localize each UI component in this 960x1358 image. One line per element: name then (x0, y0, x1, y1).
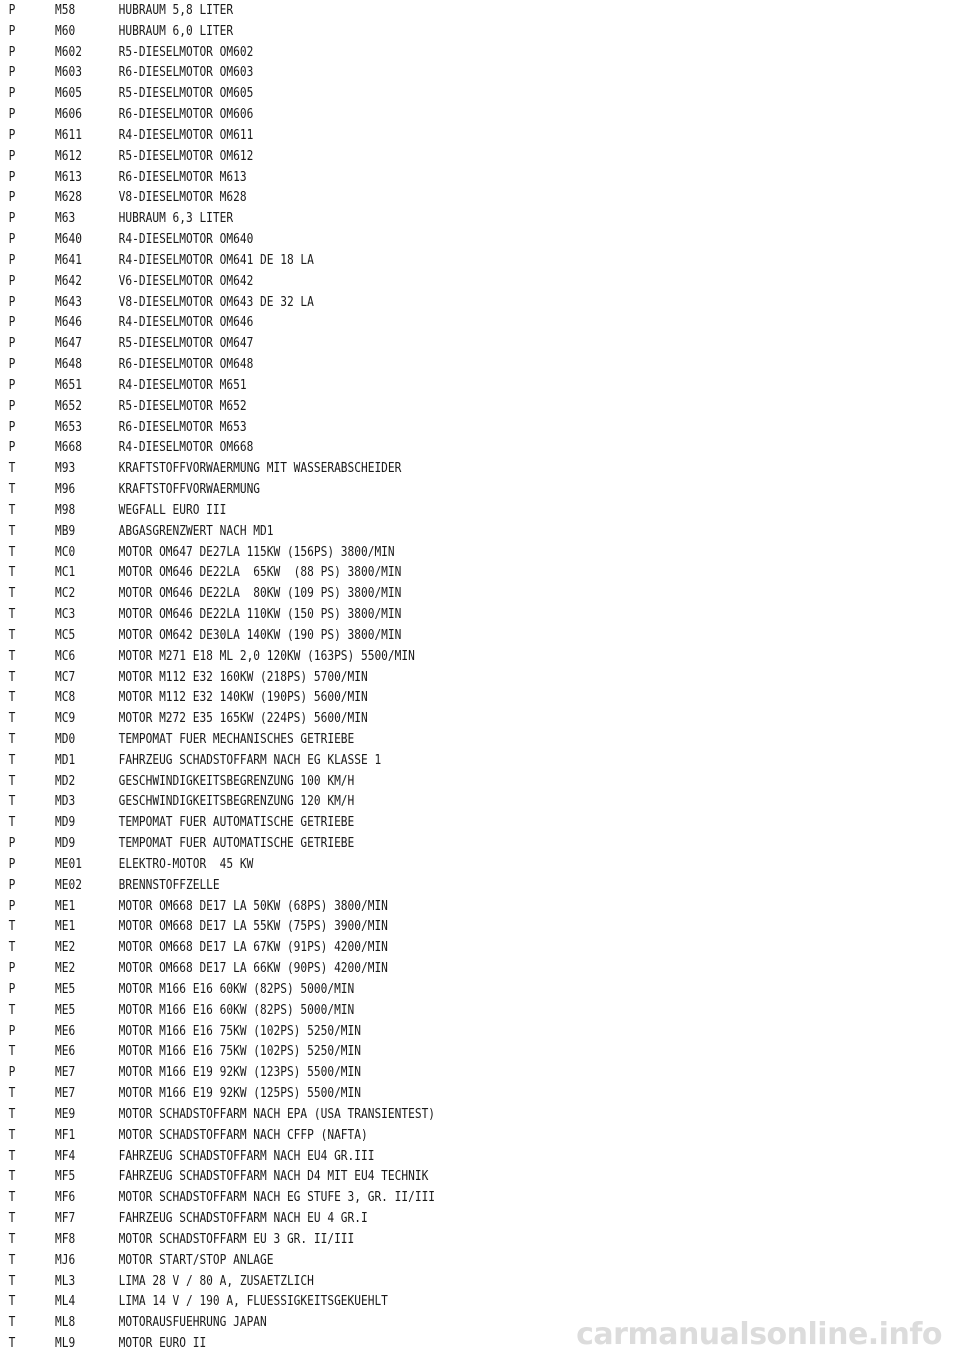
row-type: P (8, 357, 16, 373)
code-row (0, 647, 826, 668)
row-type: P (8, 232, 16, 248)
code-row (0, 855, 826, 876)
row-code: MB9 (55, 523, 76, 539)
row-description: MOTOR OM668 DE17 LA 67KW (91PS) 4200/MIN (118, 940, 388, 956)
row-type: P (8, 398, 16, 414)
row-type: P (8, 169, 16, 185)
row-code: M642 (55, 273, 82, 289)
row-code: M611 (55, 127, 82, 143)
row-code: M668 (55, 440, 82, 456)
row-code: ME1 (55, 898, 76, 914)
row-code: M96 (55, 482, 76, 498)
row-code: ME9 (55, 1106, 76, 1122)
row-type: P (8, 440, 16, 456)
row-type: T (8, 565, 16, 581)
row-code: M63 (55, 211, 76, 227)
code-row (0, 1251, 826, 1272)
code-row (0, 43, 826, 64)
row-type: P (8, 252, 16, 268)
code-row (0, 1167, 826, 1188)
code-row (0, 1209, 826, 1230)
row-type: T (8, 731, 16, 747)
code-row (0, 522, 826, 543)
row-type: T (8, 815, 16, 831)
code-row (0, 1188, 826, 1209)
row-code: MC3 (55, 607, 76, 623)
code-row (0, 272, 826, 293)
code-row (0, 293, 826, 314)
code-row (0, 84, 826, 105)
code-row (0, 1126, 826, 1147)
row-type: T (8, 1190, 16, 1206)
row-code: MD9 (55, 815, 76, 831)
row-code: ME7 (55, 1086, 76, 1102)
row-code: MF1 (55, 1127, 76, 1143)
row-code: MC8 (55, 690, 76, 706)
row-code: M651 (55, 377, 82, 393)
code-row (0, 751, 826, 772)
row-type: T (8, 607, 16, 623)
row-type: T (8, 1106, 16, 1122)
row-code: M58 (55, 3, 76, 18)
row-type: P (8, 3, 16, 18)
code-row (0, 168, 826, 189)
row-type: T (8, 711, 16, 727)
row-description: TEMPOMAT FUER MECHANISCHES GETRIEBE (118, 731, 355, 747)
row-type: T (8, 586, 16, 602)
code-row (0, 730, 826, 751)
code-row (0, 230, 826, 251)
row-description: MOTOR SCHADSTOFFARM EU 3 GR. II/III (118, 1231, 355, 1247)
row-description: LIMA 28 V / 80 A, ZUSAETZLICH (118, 1273, 314, 1289)
row-description: MOTOR OM668 DE17 LA 50KW (68PS) 3800/MIN (118, 898, 388, 914)
code-row (0, 897, 826, 918)
code-row (0, 1084, 826, 1105)
row-description: MOTOR OM646 DE22LA 80KW (109 PS) 3800/MIN (118, 586, 402, 602)
row-code: MD3 (55, 794, 76, 810)
code-row (0, 251, 826, 272)
row-type: T (8, 919, 16, 935)
code-row (0, 501, 826, 522)
row-type: P (8, 23, 16, 39)
row-description: LIMA 14 V / 190 A, FLUESSIGKEITSGEKUEHLT (118, 1294, 388, 1310)
row-description: MOTOR OM668 DE17 LA 66KW (90PS) 4200/MIN (118, 961, 388, 977)
row-type: P (8, 877, 16, 893)
row-description: R5-DIESELMOTOR OM612 (118, 148, 254, 164)
row-description: MOTOR M112 E32 140KW (190PS) 5600/MIN (118, 690, 368, 706)
row-code: M93 (55, 461, 76, 477)
row-code: M648 (55, 357, 82, 373)
row-type: P (8, 336, 16, 352)
row-description: MOTOR OM647 DE27LA 115KW (156PS) 3800/MIN (118, 544, 395, 560)
row-code: M653 (55, 419, 82, 435)
row-description: R4-DIESELMOTOR OM641 DE 18 LA (118, 252, 314, 268)
row-description: WEGFALL EURO III (118, 502, 227, 518)
row-code: M602 (55, 44, 82, 60)
row-description: MOTOR OM646 DE22LA 110KW (150 PS) 3800/MIN (118, 607, 402, 623)
row-description: R4-DIESELMOTOR OM668 (118, 440, 254, 456)
row-type: T (8, 940, 16, 956)
row-type: T (8, 461, 16, 477)
code-row (0, 605, 826, 626)
row-code: MC9 (55, 711, 76, 727)
row-type: T (8, 1148, 16, 1164)
code-row (0, 876, 826, 897)
row-code: ME5 (55, 981, 76, 997)
row-type: P (8, 1065, 16, 1081)
row-description: R5-DIESELMOTOR OM605 (118, 86, 254, 102)
row-type: P (8, 127, 16, 143)
row-code: MF8 (55, 1231, 76, 1247)
row-description: MOTOR M166 E16 60KW (82PS) 5000/MIN (118, 981, 355, 997)
code-row (0, 688, 826, 709)
row-type: T (8, 690, 16, 706)
row-type: T (8, 1169, 16, 1185)
row-description: R4-DIESELMOTOR OM611 (118, 127, 254, 143)
row-description: FAHRZEUG SCHADSTOFFARM NACH EU4 GR.III (118, 1148, 375, 1164)
row-description: R5-DIESELMOTOR OM647 (118, 336, 254, 352)
row-code: ME5 (55, 1002, 76, 1018)
row-code: M628 (55, 190, 82, 206)
row-description: V6-DIESELMOTOR OM642 (118, 273, 254, 289)
row-description: MOTORAUSFUEHRUNG JAPAN (118, 1315, 267, 1331)
row-code: M640 (55, 232, 82, 248)
row-code: M606 (55, 107, 82, 123)
row-type: T (8, 1231, 16, 1247)
code-row (0, 355, 826, 376)
row-description: R6-DIESELMOTOR OM648 (118, 357, 254, 373)
row-code: MD1 (55, 752, 76, 768)
row-code: ME6 (55, 1044, 76, 1060)
code-row (0, 459, 826, 480)
row-description: V8-DIESELMOTOR OM643 DE 32 LA (118, 294, 314, 310)
row-description: R6-DIESELMOTOR M613 (118, 169, 247, 185)
row-description: R6-DIESELMOTOR OM606 (118, 107, 254, 123)
row-description: R6-DIESELMOTOR OM603 (118, 65, 254, 81)
code-row (0, 480, 826, 501)
code-row (0, 376, 826, 397)
row-type: P (8, 315, 16, 331)
row-description: MOTOR EURO II (118, 1336, 207, 1351)
row-type: T (8, 648, 16, 664)
row-code: ME01 (55, 856, 82, 872)
code-row (0, 1022, 826, 1043)
row-code: ME1 (55, 919, 76, 935)
row-type: P (8, 377, 16, 393)
row-description: ABGASGRENZWERT NACH MD1 (118, 523, 274, 539)
row-description: TEMPOMAT FUER AUTOMATISCHE GETRIEBE (118, 836, 355, 852)
row-description: MOTOR SCHADSTOFFARM NACH EG STUFE 3, GR. II/III (118, 1190, 436, 1206)
code-row (0, 63, 826, 84)
row-type: P (8, 898, 16, 914)
code-row (0, 1230, 826, 1251)
row-description: MOTOR M166 E16 75KW (102PS) 5250/MIN (118, 1023, 361, 1039)
row-description: ELEKTRO-MOTOR 45 KW (118, 856, 254, 872)
row-code: M98 (55, 502, 76, 518)
row-code: ML8 (55, 1315, 76, 1331)
row-code: ML9 (55, 1336, 76, 1351)
row-description: MOTOR M166 E16 60KW (82PS) 5000/MIN (118, 1002, 355, 1018)
row-description: MOTOR START/STOP ANLAGE (118, 1252, 274, 1268)
code-row (0, 418, 826, 439)
row-code: MD2 (55, 773, 76, 789)
row-type: P (8, 961, 16, 977)
code-row (0, 834, 826, 855)
row-code: ME7 (55, 1065, 76, 1081)
row-type: P (8, 65, 16, 81)
row-description: FAHRZEUG SCHADSTOFFARM NACH EG KLASSE 1 (118, 752, 382, 768)
row-type: P (8, 981, 16, 997)
code-row (0, 543, 826, 564)
code-row (0, 772, 826, 793)
row-code: ME02 (55, 877, 82, 893)
row-description: HUBRAUM 6,0 LITER (118, 23, 234, 39)
row-description: R4-DIESELMOTOR OM646 (118, 315, 254, 331)
code-list (0, 1, 960, 1355)
code-row (0, 668, 826, 689)
code-row (0, 209, 826, 230)
row-type: T (8, 1002, 16, 1018)
row-type: T (8, 752, 16, 768)
row-code: M646 (55, 315, 82, 331)
code-row (0, 22, 826, 43)
row-code: M612 (55, 148, 82, 164)
row-code: ME2 (55, 940, 76, 956)
row-code: ML3 (55, 1273, 76, 1289)
row-code: M643 (55, 294, 82, 310)
code-row (0, 397, 826, 418)
code-row (0, 188, 826, 209)
row-type: P (8, 294, 16, 310)
row-code: MC7 (55, 669, 76, 685)
row-description: MOTOR M166 E19 92KW (125PS) 5500/MIN (118, 1086, 361, 1102)
row-code: ML4 (55, 1294, 76, 1310)
code-row (0, 709, 826, 730)
code-row (0, 334, 826, 355)
code-row (0, 1063, 826, 1084)
row-type: T (8, 627, 16, 643)
row-description: MOTOR SCHADSTOFFARM NACH CFFP (NAFTA) (118, 1127, 368, 1143)
row-description: MOTOR M166 E16 75KW (102PS) 5250/MIN (118, 1044, 361, 1060)
code-row (0, 126, 826, 147)
row-description: MOTOR M166 E19 92KW (123PS) 5500/MIN (118, 1065, 361, 1081)
row-type: T (8, 482, 16, 498)
row-code: MF4 (55, 1148, 76, 1164)
row-description: MOTOR M112 E32 160KW (218PS) 5700/MIN (118, 669, 368, 685)
row-type: P (8, 148, 16, 164)
row-type: T (8, 523, 16, 539)
row-type: P (8, 190, 16, 206)
row-code: MF5 (55, 1169, 76, 1185)
row-type: T (8, 502, 16, 518)
row-type: T (8, 1336, 16, 1351)
row-description: GESCHWINDIGKEITSBEGRENZUNG 120 KM/H (118, 794, 355, 810)
row-code: MF6 (55, 1190, 76, 1206)
row-code: M641 (55, 252, 82, 268)
row-code: M60 (55, 23, 76, 39)
row-type: P (8, 1023, 16, 1039)
code-row (0, 917, 826, 938)
code-row (0, 147, 826, 168)
row-description: MOTOR OM668 DE17 LA 55KW (75PS) 3900/MIN (118, 919, 388, 935)
row-description: FAHRZEUG SCHADSTOFFARM NACH D4 MIT EU4 TECHNIK (118, 1169, 429, 1185)
row-code: MC1 (55, 565, 76, 581)
code-row (0, 563, 826, 584)
row-description: HUBRAUM 5,8 LITER (118, 3, 234, 18)
code-row (0, 438, 826, 459)
row-description: V8-DIESELMOTOR M628 (118, 190, 247, 206)
row-type: T (8, 1044, 16, 1060)
watermark: carmanualsonline.info (576, 1317, 942, 1352)
row-type: T (8, 1273, 16, 1289)
row-type: P (8, 273, 16, 289)
row-code: M605 (55, 86, 82, 102)
row-description: KRAFTSTOFFVORWAERMUNG MIT WASSERABSCHEIDER (118, 461, 402, 477)
row-code: MC5 (55, 627, 76, 643)
row-type: P (8, 836, 16, 852)
row-description: MOTOR M271 E18 ML 2,0 120KW (163PS) 5500/MIN (118, 648, 415, 664)
row-description: R5-DIESELMOTOR OM602 (118, 44, 254, 60)
row-description: MOTOR OM642 DE30LA 140KW (190 PS) 3800/MIN (118, 627, 402, 643)
row-type: T (8, 773, 16, 789)
row-type: P (8, 211, 16, 227)
row-code: MC0 (55, 544, 76, 560)
row-type: T (8, 1315, 16, 1331)
row-type: T (8, 794, 16, 810)
row-type: T (8, 669, 16, 685)
code-row (0, 1001, 826, 1022)
row-code: MC2 (55, 586, 76, 602)
row-description: R4-DIESELMOTOR OM640 (118, 232, 254, 248)
row-type: P (8, 856, 16, 872)
code-row (0, 1042, 826, 1063)
row-description: MOTOR M272 E35 165KW (224PS) 5600/MIN (118, 711, 368, 727)
row-code: MD0 (55, 731, 76, 747)
code-row (0, 626, 826, 647)
row-description: MOTOR SCHADSTOFFARM NACH EPA (USA TRANSIENTEST) (118, 1106, 436, 1122)
row-code: MF7 (55, 1211, 76, 1227)
row-type: T (8, 1211, 16, 1227)
code-row (0, 959, 826, 980)
row-description: KRAFTSTOFFVORWAERMUNG (118, 482, 261, 498)
row-code: M647 (55, 336, 82, 352)
code-row (0, 792, 826, 813)
row-type: T (8, 544, 16, 560)
row-type: P (8, 107, 16, 123)
row-code: M613 (55, 169, 82, 185)
row-description: TEMPOMAT FUER AUTOMATISCHE GETRIEBE (118, 815, 355, 831)
code-row (0, 1272, 826, 1293)
row-code: ME2 (55, 961, 76, 977)
code-row (0, 813, 826, 834)
row-code: MJ6 (55, 1252, 76, 1268)
row-code: MD9 (55, 836, 76, 852)
code-row (0, 1105, 826, 1126)
row-code: M603 (55, 65, 82, 81)
code-row (0, 980, 826, 1001)
row-type: T (8, 1086, 16, 1102)
row-code: M652 (55, 398, 82, 414)
code-row (0, 1147, 826, 1168)
row-description: FAHRZEUG SCHADSTOFFARM NACH EU 4 GR.I (118, 1211, 368, 1227)
row-type: T (8, 1252, 16, 1268)
row-code: MC6 (55, 648, 76, 664)
row-type: T (8, 1127, 16, 1143)
code-row (0, 584, 826, 605)
row-description: R6-DIESELMOTOR M653 (118, 419, 247, 435)
row-type: P (8, 419, 16, 435)
row-description: R5-DIESELMOTOR M652 (118, 398, 247, 414)
row-description: BRENNSTOFFZELLE (118, 877, 220, 893)
row-description: MOTOR OM646 DE22LA 65KW (88 PS) 3800/MIN (118, 565, 402, 581)
row-type: P (8, 44, 16, 60)
code-row (0, 1292, 826, 1313)
code-row (0, 938, 826, 959)
code-row (0, 105, 826, 126)
row-description: R4-DIESELMOTOR M651 (118, 377, 247, 393)
row-description: HUBRAUM 6,3 LITER (118, 211, 234, 227)
code-row (0, 313, 826, 334)
row-description: GESCHWINDIGKEITSBEGRENZUNG 100 KM/H (118, 773, 355, 789)
row-type: P (8, 86, 16, 102)
row-code: ME6 (55, 1023, 76, 1039)
code-row (0, 1, 826, 22)
row-type: T (8, 1294, 16, 1310)
